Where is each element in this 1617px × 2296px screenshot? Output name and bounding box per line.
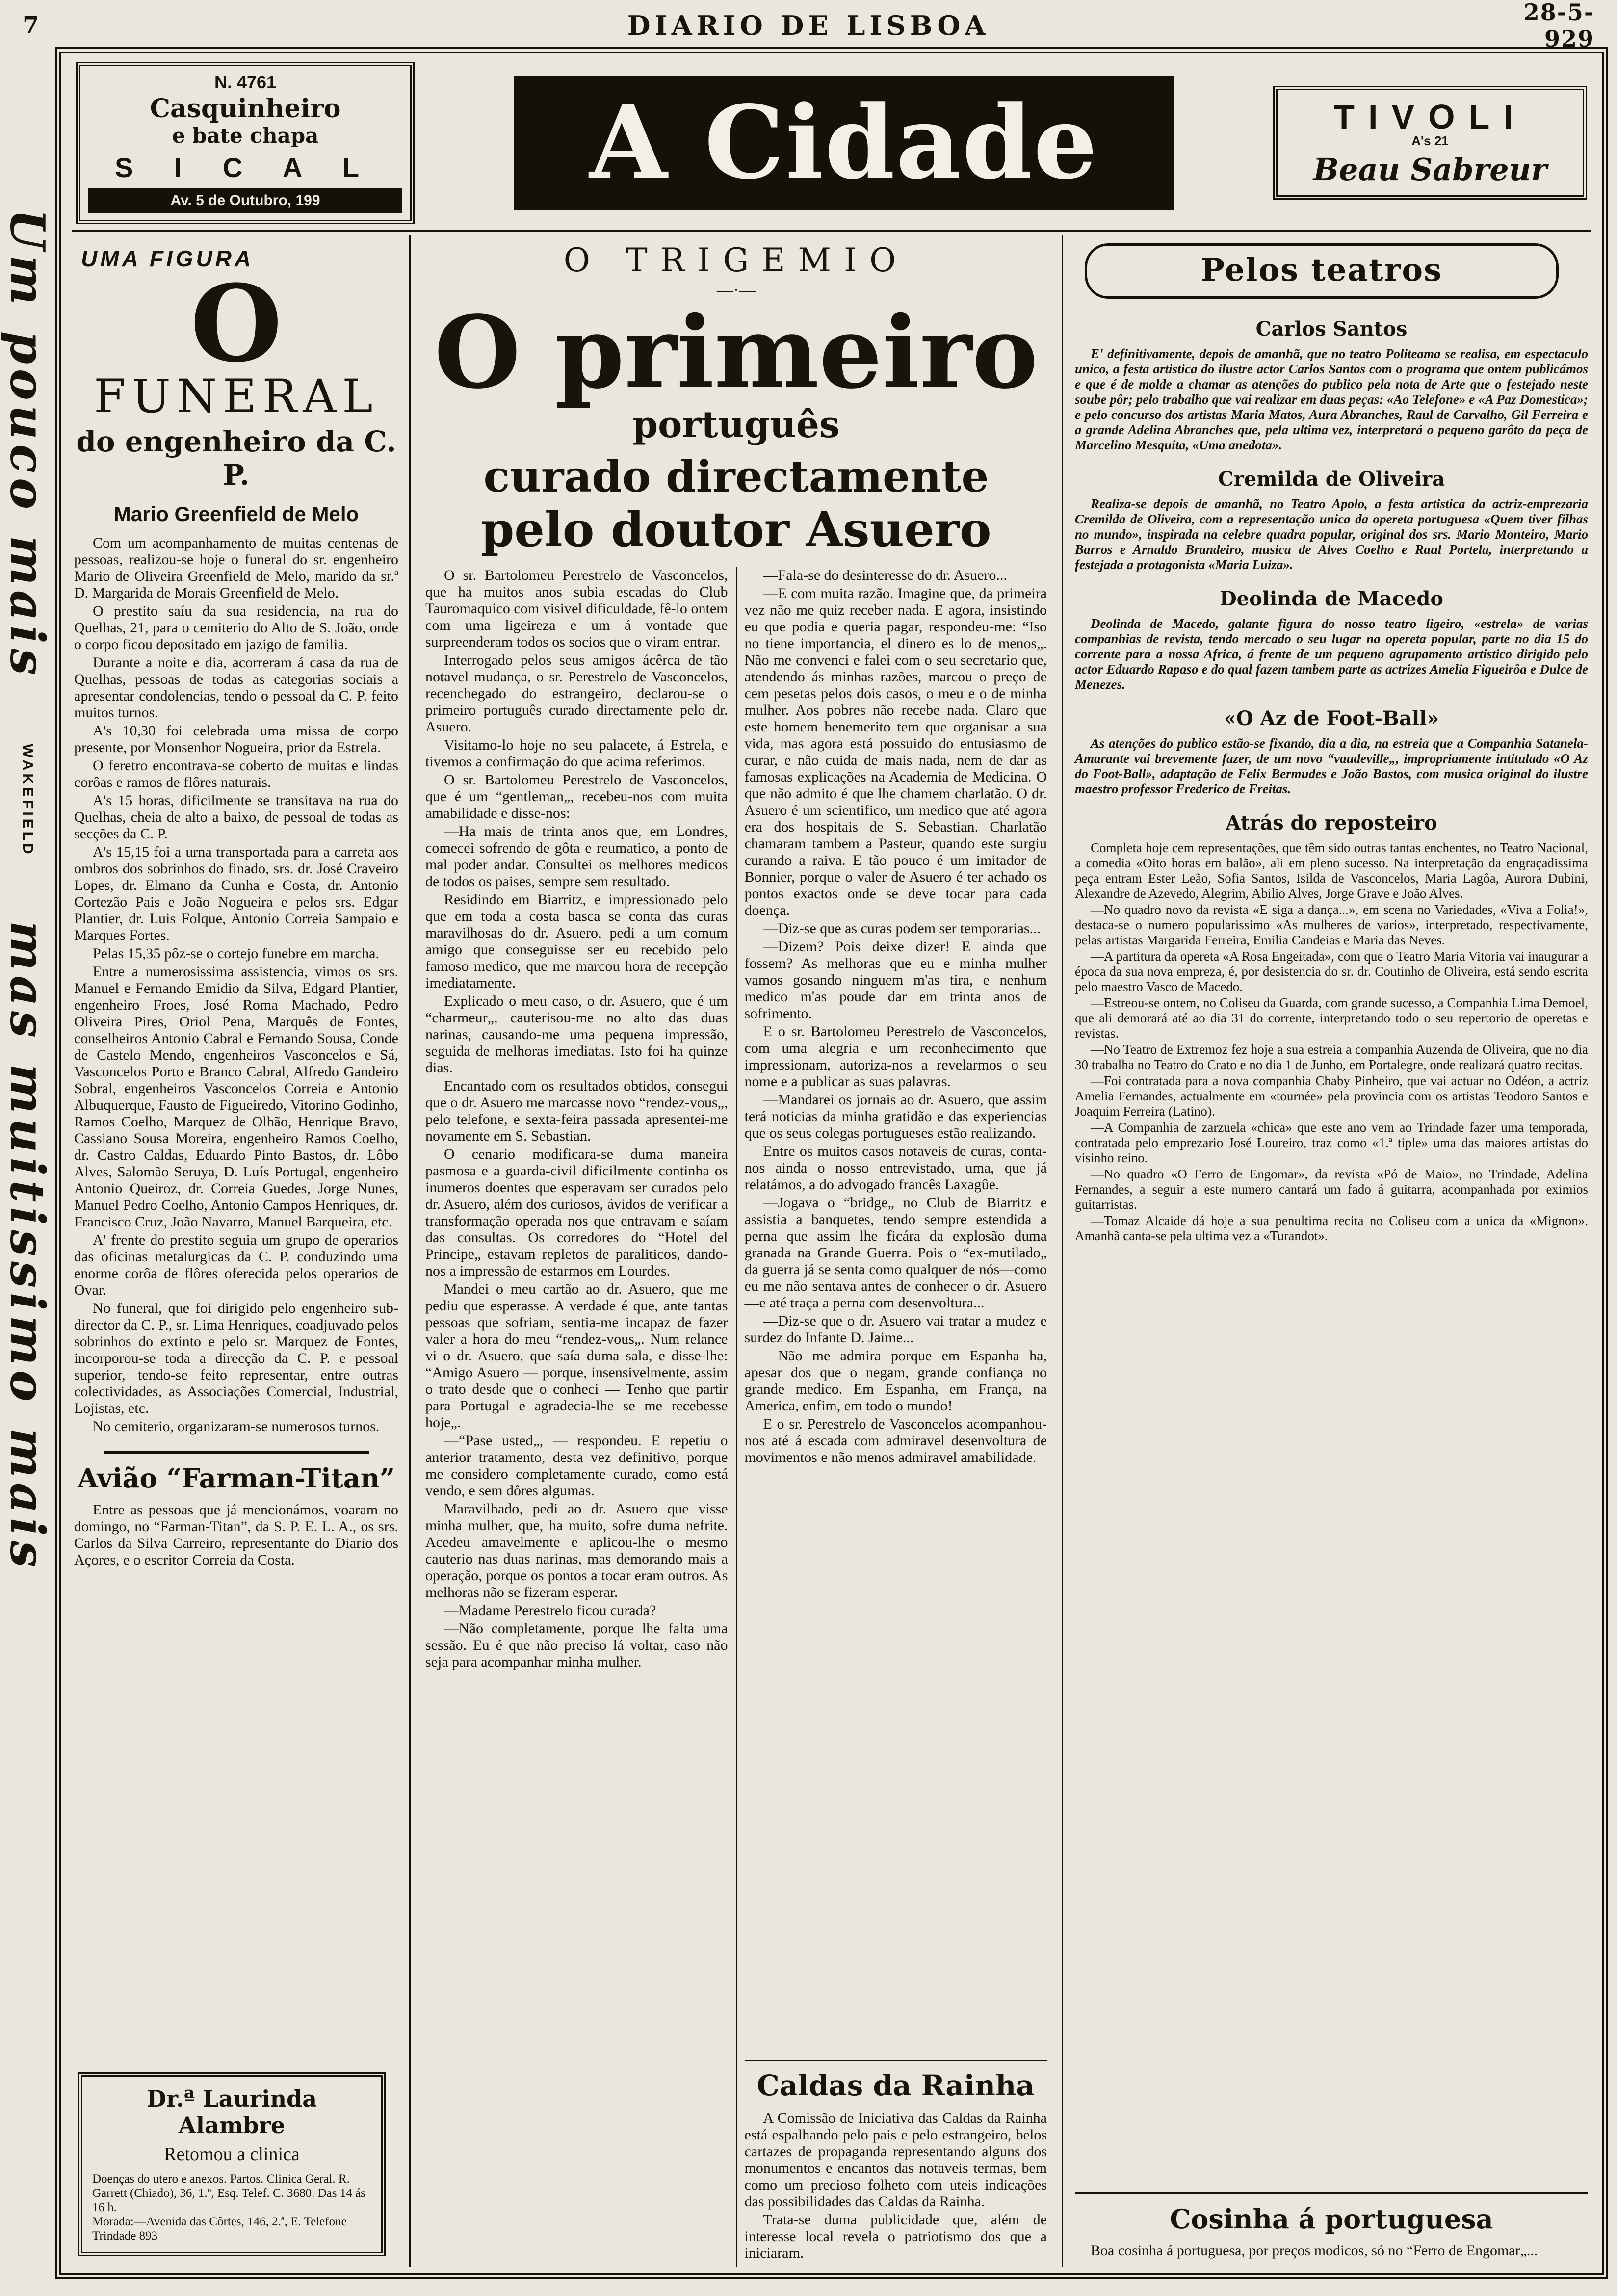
section-body bbox=[1075, 840, 1588, 1244]
tivoli-time: A's 21 bbox=[1411, 133, 1449, 148]
asuero-headline-1: O primeiro bbox=[434, 294, 1038, 411]
paragraph: —Foi contratada para a nova companhia Chaby Pinheiro, que vai actuar no Odéon, a actriz Amelia Fernandes, actualmente em «tournée» pela provincia com os artistas Teodoro Santos e Joaquim Ferreira (Latino). bbox=[1075, 1073, 1588, 1119]
paragraph: Completa hoje cem representações, que têm sido outras tantas enchentes, no Teatro Nacional, a comedia «Oito horas em balão», ali em pleno sucesso. Na interpretação da engraçadissima peça entram Ester Leão, Sofia Santos, Isilda de Vasconcelos, Maria Lagôa, Aurora Dubini, Alexandre de Azevedo, Alegrim, Abilio Alves, Jorge Grave e João Alves. bbox=[1075, 840, 1588, 901]
paragraph: A's 10,30 foi celebrada uma missa de corpo presente, por Monsenhor Nogueira, prior da Estrela. bbox=[74, 723, 398, 756]
paragraph: Morada:—Avenida das Côrtes, 146, 2.ª, E. Telefone Trindade 893 bbox=[92, 2215, 347, 2243]
funeral-kicker: UMA FIGURA bbox=[81, 246, 254, 271]
paragraph: —E com muita razão. Imagine que, da primeira vez não me quiz receber nada. E agora, insistindo eu que podia e queria pagar, respondeu-me: “Iso no tiene importancia, el dinero es lo de menos„. Não me convenci e falei com o seu secretario que, atendendo ás minhas razões, marcou o preço de cem pesetas pelos dois casos, o meu e o de minha mulher. Aos pobres não recebe nada. Claro que este homem benemerito tem que organisar a sua vida, mas agora está possuido do entusiasmo de curar, e não cuida de mais nada, nem de dar as famosas explicações na Academia de Medicina. O que não admito é que lhe chamem charlatão. O dr. Asuero é um scientifico, um medico que até agora era dos hospitais de S. Sebastian. Charlatão chamaram tambem a Pasteur, quando este surgiu curando a raiva. E tão pouco é um imitador de Bonnier, porque o valer de Asuero é ter achado os pontos exactos onde se deve tocar para cada doença. bbox=[744, 585, 1047, 918]
paragraph: —Diz-se que as curas podem ser temporarias... bbox=[763, 920, 1041, 937]
page-top-strip bbox=[0, 0, 1617, 52]
paragraph: O feretro encontrava-se coberto de muitas e lindas corôas e ramos de flôres naturais. bbox=[74, 757, 398, 791]
section-title: Deolinda de Macedo bbox=[1219, 587, 1444, 610]
paragraph: Explicado o meu caso, o dr. Asuero, que é um “charmeur„, cauterisou-me no alto das duas narinas, causando-me uma pequena impressão, seguida de melhoras imediatas. Isto foi ha quinze dias. bbox=[425, 993, 728, 1076]
caldas-title: Caldas da Rainha bbox=[756, 2069, 1035, 2102]
paragraph: Encantado com os resultados obtidos, consegui que o dr. Asuero me marcasse novo “rendez-vous„, pelo telefone, e sexta-feira passada apresentei-me novamente em S. Sebastian. bbox=[425, 1078, 728, 1144]
farman-article bbox=[74, 1502, 398, 1570]
paragraph: Interrogado pelos seus amigos ácêrca de tão notavel mudança, o sr. Perestrelo de Vasconcelos, recenchegado do estrangeiro, declarou-se o primeiro português curado directamente pelo dr. Asuero. bbox=[425, 652, 728, 735]
content-frame bbox=[55, 47, 1608, 2279]
vertical-ad-line2: mas muitissimo mais bbox=[0, 920, 55, 1572]
paragraph: A's 15,15 foi a urna transportada para a carreta aos ombros dos sobrinhos do finado, srs. dr. José Craveiro Lopes, dr. Elmano da Cunha e Costa, dr. Antonio Cortezão Pais e João Nogueira e pelos srs. Edgar Plantier, dr. Luis Folque, Antonio Correia Sampaio e Marques Fortes. bbox=[74, 844, 398, 944]
sical-line1: Casquinheiro bbox=[150, 93, 341, 124]
section-title: Carlos Santos bbox=[1255, 317, 1408, 340]
sical-line2: e bate chapa bbox=[172, 123, 319, 148]
section-carlos-santos bbox=[1075, 304, 1588, 454]
paragraph: Entre a numerosissima assistencia, vimos os srs. Manuel e Fernando Emidio da Silva, Edgard Plantier, engenheiro Froes, José Roma Machado, Pedro Oliveira Pires, Oriol Pena, Marquês de Fontes, conselheiros Antonio Cabral e Fernando Sousa, Conde de Castelo Mendo, engenheiros Vasconcelos e Sá, Vasconcelos Porto e Branco Cabral, Alfredo Gandeiro Sobral, engenheiros Vasconcelos Correia e Antonio Albuquerque, Fausto de Figueiredo, Vitorino Godinho, Ramos Coelho, Marquez de Olhão, Henrique Bravo, Cassiano Sousa Moreira, engenheiro Ramos Coelho, dr. Castro Caldas, Eduardo Pinto Bastos, dr. Lôbo Alves, Salomão Seruya, D. Luís Portugal, engenheiro Antonio Queiroz, dr. Correia Guedes, Jorge Nunes, Manuel Pedro Coelho, Antonio Campos Henriques, dr. Francisco Cruz, João Navarro, Manuel Barqueira, etc. bbox=[74, 964, 398, 1230]
paragraph: Deolinda de Macedo, galante figura do nosso teatro ligeiro, «estrela» de varias companhias de revista, tendo mercado o seu lugar na opereta popular, parte no dia 15 do corrente para a nossa Africa, á frente de um pequeno agrupamento artistico dirigido pelo actor Eduardo Rapaso e do qual fazem tambem parte as actrizes Amelia Figueirôa e Dulce de Menezes. bbox=[1075, 616, 1588, 692]
cosinha-section bbox=[1075, 2192, 1588, 2260]
masthead-title: A Cidade bbox=[589, 83, 1098, 202]
newspaper-title: DIARIO DE LISBOA bbox=[627, 10, 990, 41]
masthead bbox=[514, 76, 1174, 210]
paragraph: E o sr. Bartolomeu Perestrelo de Vasconcelos, com uma alegria e um reconhecimento que impressionam, autoriza-nos a revelarmos o seu nome e a publicar as suas palavras. bbox=[744, 1023, 1047, 1090]
page-number: 7 bbox=[23, 12, 39, 39]
paragraph: O sr. Bartolomeu Perestrelo de Vasconcelos, que é um “gentleman„, recebeu-nos com muita amabilidade e disse-nos: bbox=[425, 772, 728, 821]
asuero-column-1 bbox=[417, 567, 737, 2267]
paragraph: —No quadro novo da revista «E siga a dança...», em scena no Variedades, «Viva a Folia!», destaca-se o numero popularissimo «As mulheres de varios», interpretado, respectivamente, pelas artistas Margarida Ferreira, Emilia Candeias e Maria das Neves. bbox=[1075, 902, 1588, 947]
head-band bbox=[72, 62, 1591, 232]
paragraph: —Dizem? Pois deixe dizer! E ainda que fossem? As melhoras que eu e minha mulher vamos gosando ninguem m'as tira, e nenhum medico m'as poude dar em trinta anos de sofrimento. bbox=[744, 939, 1047, 1021]
paragraph: Boa cosinha á portuguesa, por preços modicos, só no “Ferro de Engomar„... bbox=[1091, 2243, 1538, 2259]
center-column bbox=[411, 235, 1063, 2267]
sical-number: N. 4761 bbox=[214, 72, 277, 92]
teatros-box bbox=[1085, 243, 1559, 299]
laurinda-name: Dr.ª Laurinda Alambre bbox=[146, 2086, 317, 2139]
section-deolinda-de-macedo bbox=[1075, 574, 1588, 693]
paragraph: No cemiterio, organizaram-se numerosos turnos. bbox=[93, 1418, 380, 1435]
vertical-ad bbox=[0, 47, 55, 2296]
laurinda-details bbox=[92, 2172, 371, 2243]
cosinha-title: Cosinha á portuguesa bbox=[1170, 2203, 1493, 2235]
section-title: Cremilda de Oliveira bbox=[1218, 468, 1445, 491]
tivoli-name: TIVOLI bbox=[1333, 98, 1527, 136]
paragraph: Maravilhado, pedi ao dr. Asuero que visse minha mulher, que, ha muito, sofre duma nefrite. Acedeu amavelmente e aplicou-lhe o mesmo cauterio nas duas narinas, mas demorando mais a operação, porque os pontos a tocar eram outros. As melhoras não se fizeram esperar. bbox=[425, 1501, 728, 1600]
paragraph: Visitamo-lo hoje no seu palacete, á Estrela, e tivemos a confirmação do que acima referimos. bbox=[425, 737, 728, 770]
paragraph: As atenções do publico estão-se fixando, dia a dia, na estreia que a Companhia Satanela-Amarante vai brevemente fazer, de um novo “vaudeville„, impropriamente intitulado «O Az do Foot-Ball», adaptação de Felix Bermudes e João Bastos, com musica original do ilustre maestro professor Frederico de Freitas. bbox=[1075, 736, 1588, 796]
section-title: Atrás do reposteiro bbox=[1226, 811, 1437, 835]
paragraph: —Jogava o “bridge„ no Club de Biarritz e assistia a banquetes, tendo sempre estendida a perna que assim lhe ficára da explosão duma granada na Grande Guerra. Pois o “ex-mutilado„ da guerra já se senta como qualquer de nós—como eu me não sentava antes de conhecer o dr. Asuero—e até traça a perna com desenvoltura... bbox=[744, 1195, 1047, 1311]
paragraph: Pelas 15,35 pôz-se o cortejo funebre em marcha. bbox=[93, 945, 379, 962]
asuero-column-2 bbox=[737, 567, 1055, 2267]
paragraph: —“Pase usted„, — respondeu. E repetiu o anterior tratamento, desta vez definitivo, porque me considero completamente curado, como está vendo, e sem dôres algumas. bbox=[425, 1433, 728, 1499]
funeral-subtitle: do engenheiro da C. P. bbox=[76, 425, 396, 492]
caldas-section bbox=[745, 2060, 1047, 2263]
funeral-deceased-name: Mario Greenfield de Melo bbox=[113, 502, 359, 526]
section-atras-do-reposteiro bbox=[1075, 798, 1588, 1245]
section-body bbox=[1075, 346, 1588, 453]
asuero-headline-2: português bbox=[632, 404, 840, 446]
laurinda-ad bbox=[78, 2072, 386, 2256]
right-column bbox=[1063, 235, 1591, 2267]
page-body bbox=[0, 47, 1617, 2296]
section-body bbox=[1075, 616, 1588, 692]
paragraph: Entre as pessoas que já mencionámos, voaram no domingo, no “Farman-Titan”, da S. P. E. L. A., os srs. Carlos da Silva Carreiro, representante do Diario dos Açores, e o escritor Correia da Costa. bbox=[74, 1502, 398, 1568]
section-az-de-foot-ball bbox=[1075, 693, 1588, 798]
asuero-headlines bbox=[417, 235, 1055, 567]
farman-title: Avião “Farman-Titan” bbox=[77, 1462, 395, 1494]
paragraph: A Comissão de Iniciativa das Caldas da Rainha está espalhando pelo pais e pelo estrangeiro, belos cartazes de propaganda representando alguns dos monumentos e encantos das notaveis termas, bem como um precioso folheto com uteis indicações das possibilidades das Caldas da Rainha. bbox=[744, 2110, 1047, 2210]
paragraph: O sr. Bartolomeu Perestrelo de Vasconcelos, que ha muitos anos subia escadas do Club Tauromaquico com visivel dificuldade, fê-lo ontem com uma ligeireza e um á vontade que surpreenderam todos os socios que o viram entrar. bbox=[425, 567, 728, 650]
paragraph: —Fala-se do desinteresse do dr. Asuero... bbox=[763, 567, 1007, 583]
asuero-article bbox=[417, 567, 1055, 2267]
paragraph: Mandei o meu cartão ao dr. Asuero, que me pediu que esperasse. A verdade é que, ante tantas pessoas que sofriam, sentia-me incapaz de fazer valer a hora do meu “rendez-vous„. Num relance vi o dr. Asuero, que saía duma sala, e disse-lhe: “Amigo Asuero — porque, insensivelmente, assim o trato desde que o conheci — Tenho que partir para Portugal e agradecia-lhe se me recebesse hoje„. bbox=[425, 1281, 728, 1431]
paragraph: Realiza-se depois de amanhã, no Teatro Apolo, a festa artistica da actriz-emprezaria Cremilda de Oliveira, com a representação unica da opereta portuguesa «Quem tiver filhas no mundo», inspirada na celebre quadra popular, original dos srs. Mario Monteiro, Mario Barros e Arnaldo Brandeiro, musica de Alves Coelho e Raul Portela, interpretando a festejada a protagonista «Maria Luiza». bbox=[1075, 496, 1588, 572]
laurinda-subtitle: Retomou a clinica bbox=[164, 2144, 300, 2165]
sical-ad bbox=[76, 62, 415, 224]
paragraph: —Não completamente, porque lhe falta uma sessão. Eu é que não preciso lá voltar, caso não seja para acompanhar minha mulher. bbox=[425, 1620, 728, 1670]
tivoli-ad bbox=[1273, 86, 1587, 200]
funeral-title: FUNERAL bbox=[94, 370, 379, 424]
asuero-kicker: O TRIGEMIO bbox=[563, 241, 909, 279]
sical-address: Av. 5 de Outubro, 199 bbox=[88, 188, 402, 213]
paragraph: —Tomaz Alcaide dá hoje a sua penultima recita no Coliseu com a unica da «Mignon». Amanhã canta-se pela ultima vez a «Turandot». bbox=[1075, 1213, 1588, 1243]
section-cremilda-de-oliveira bbox=[1075, 454, 1588, 574]
funeral-big-letter: O bbox=[190, 261, 283, 386]
cosinha-body bbox=[1075, 2243, 1588, 2259]
paragraph: A's 15 horas, dificilmente se transitava na rua do Quelhas, cheia de alto a baixo, de pessoal de todas as secções da C. P. bbox=[74, 792, 398, 842]
paragraph: A' frente do prestito seguia um grupo de operarios das oficinas metalurgicas da C. P. conduzindo uma enorme corôa de flôres oferecida pelos operarios de Ovar. bbox=[74, 1232, 398, 1299]
paragraph: Durante a noite e dia, acorreram á casa da rua de Quelhas, pessoas de todas as categorias sociais a apresentar condolencias, tendo o pessoal da C. P. feito muitos turnos. bbox=[74, 654, 398, 721]
paragraph: O prestito saíu da sua residencia, na rua do Quelhas, 21, para o cemiterio do Alto de S. João, onde o corpo ficou depositado em jazigo de familia. bbox=[74, 603, 398, 653]
paragraph: O cenario modificara-se duma maneira pasmosa e a guarda-civil dificilmente continha os inumeros doentes que esperavam ser curados pelo dr. Asuero, além dos curiosos, ávidos de verificar a transformação operada nos que entravam e saíam das consultas. Os corredores do “Hotel del Principe„ estavam repletos de paraliticos, dando-nos a impressão de estarmos em Lourdes. bbox=[425, 1146, 728, 1279]
paragraph: Doenças do utero e anexos. Partos. Clinica Geral. R. Garrett (Chiado), 36, 1.º, Esq. Telef. C. 3680. Das 14 ás 16 h. bbox=[92, 2172, 365, 2214]
ornament: —·— bbox=[716, 281, 756, 299]
paragraph: —Diz-se que o dr. Asuero vai tratar a mudez e surdez do Infante D. Jaime... bbox=[744, 1313, 1047, 1346]
paragraph: —Não me admira porque em Espanha ha, apesar dos que o negam, grande confiança no grande medico. Em Espanha, em França, na America, enfim, em todo o mundo! bbox=[744, 1348, 1047, 1414]
paragraph: —Madame Perestrelo ficou curada? bbox=[444, 1602, 656, 1618]
vertical-ad-brand: WAKEFIELD bbox=[20, 743, 36, 857]
paragraph: Trata-se duma publicidade que, além de interesse local revela o patriotismo dos que a iniciaram. bbox=[744, 2212, 1047, 2261]
paragraph: Entre os muitos casos notaveis de curas, conta-nos ainda o nosso entrevistado, uma, que já relatámos, a do advogado francês Laxagûe. bbox=[744, 1143, 1047, 1193]
vertical-ad-line1: Um pouco mais bbox=[0, 209, 55, 680]
paragraph: —No quadro «O Ferro de Engomar», da revista «Pó de Maio», no Trindade, Adelina Fernandes, a seguir a este numero cantará um fado á guitarra, acompanhada por eximios guitarristas. bbox=[1075, 1167, 1588, 1212]
asuero-column-2-text bbox=[745, 567, 1047, 1467]
columns bbox=[72, 235, 1591, 2267]
section-body bbox=[1075, 736, 1588, 797]
paragraph: —Estreou-se ontem, no Coliseu da Guarda, com grande sucesso, a Companhia Lima Demoel, que ali demorará até ao dia 31 do corrente, interpretando todo o seu repertorio de operetas e revistas. bbox=[1075, 995, 1588, 1041]
section-title: «O Az de Foot-Ball» bbox=[1224, 707, 1439, 730]
asuero-headline-4: pelo doutor Asuero bbox=[481, 501, 991, 557]
funeral-article bbox=[74, 535, 398, 1436]
section-body bbox=[1075, 496, 1588, 573]
left-column bbox=[72, 235, 411, 2267]
paragraph: —A Companhia de zarzuela «chica» que este ano vem ao Trindade fazer uma temporada, contratada pelo emprezario José Loureiro, traz como «1.ª tiple» uma das maiores artistas do visinho reino. bbox=[1075, 1120, 1588, 1165]
sical-name: S I C A L bbox=[114, 152, 376, 183]
paragraph: —No Teatro de Extremoz fez hoje a sua estreia a companhia Auzenda de Oliveira, que no dia 30 trabalha no Teatro do Crato e no dia 1 de Junho, em Portalegre, onde realizará quatro recitas. bbox=[1075, 1042, 1588, 1072]
paragraph: —Ha mais de trinta anos que, em Londres, comecei sofrendo de gôta e reumatico, a ponto de mal poder andar. Consultei os melhores medicos de todos os paises, sempre sem resultado. bbox=[425, 823, 728, 889]
paragraph: Com um acompanhamento de muitas centenas de pessoas, realizou-se hoje o funeral do sr. engenheiro Mario de Oliveira Greenfield de Melo, marido da sr.ª D. Margarida de Morais Greenfield de Melo. bbox=[74, 535, 398, 601]
paragraph: E o sr. Perestrelo de Vasconcelos acompanhou-nos até á escada com admiravel desenvoltura de movimentos e não menos admiravel amabilidade. bbox=[744, 1416, 1047, 1465]
paragraph: No funeral, que foi dirigido pelo engenheiro sub-director da C. P., sr. Lima Henriques, coadjuvado pelos sobrinhos do extinto e pelo sr. Marquez de Fontes, incorporou-se toda a direcção da C. P. e pessoal superior, tendo-se feito representar, entre outras colectividades, as Associações Comercial, Industrial, Lojistas, etc. bbox=[74, 1300, 398, 1417]
teatros-title: Pelos teatros bbox=[1200, 252, 1443, 288]
asuero-headline-3: curado directamente bbox=[483, 451, 989, 502]
page-date: 28-5-929 bbox=[1523, 0, 1594, 52]
paragraph: Residindo em Biarritz, e impressionado pelo que em toda a costa basca se conta das curas maravilhosas do dr. Asuero, pedi a um comum amigo que conseguisse ser eu recebido pelo famoso medico, que me marcou hora de recepção imediatamente. bbox=[425, 891, 728, 991]
paragraph: —A partitura da opereta «A Rosa Engeitada», com que o Teatro Maria Vitoria vai inaugurar a época da sua nova empreza, é, por desistencia do sr. dr. Coutinho de Oliveira, está sendo escrita pelo maestro Vasco de Macedo. bbox=[1075, 949, 1588, 994]
section-divider bbox=[104, 1451, 369, 1454]
caldas-article bbox=[745, 2110, 1047, 2262]
paragraph: —Mandarei os jornais ao dr. Asuero, que assim terá noticias da minha gratidão e das experiencias que os seus colegas portugueses estão realizando. bbox=[744, 1092, 1047, 1141]
tivoli-show: Beau Sabreur bbox=[1313, 152, 1547, 187]
paragraph: E' definitivamente, depois de amanhã, que no teatro Politeama se realisa, em espectaculo unico, a festa artistica do ilustre actor Carlos Santos com o programa que ontem publicámos e que é de molde a chamar as atenções do publico pela nota de Arte que o festejado neste soube pôr; pelo trabalho que vai realizar em duas peças: «Ao Telefone» e «A Paz Domestica»; e pelo concurso dos artistas Maria Matos, Aura Abranches, Raul de Carvalho, Gil Ferreira e a grande Adelina Abranches que, pela ultima vez, interpretará o pequeno garôto da peça de Marcelino Mesquita, «Uma anedota». bbox=[1075, 346, 1588, 452]
